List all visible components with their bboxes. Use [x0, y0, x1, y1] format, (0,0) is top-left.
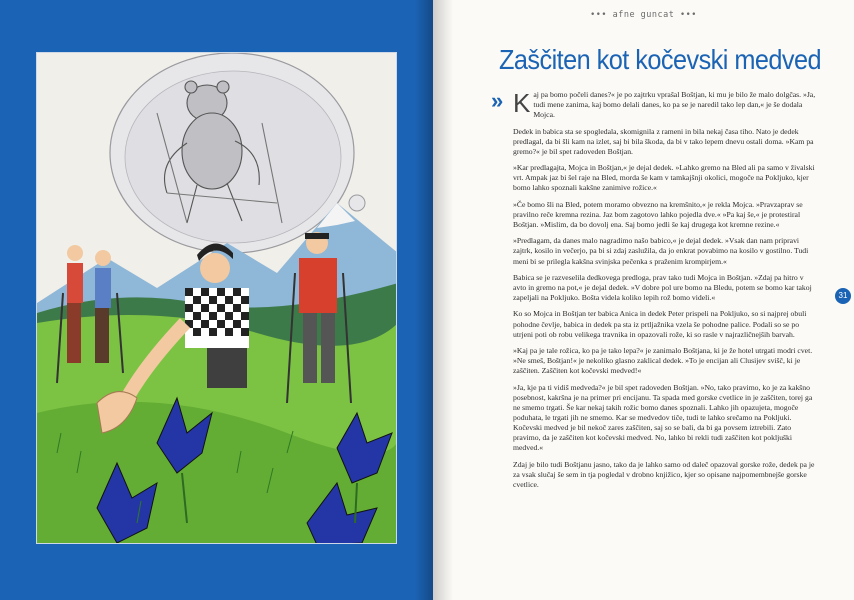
paragraph-10: Zdaj je bilo tudi Boštjanu jasno, tako da je lahko samo od daleč opazoval gorske rože, dedek pa je za vsak slučaj še sem in tja pogledal v drobno knjižico, kjer so opisane najpomembnejše gorske cvetlice.: [513, 459, 815, 489]
opening-quote-mark: »: [491, 88, 504, 113]
quote-mark-ornament: [491, 90, 503, 113]
paragraph-4: »Če bomo šli na Bled, potem moramo obvezno na kremšnito,« je rekla Mojca. »Pravzaprav se pravilno reče kremna rezina. Jaz bom zagotovo lahko pojedla dve.« »Pa kaj še,« je protestiral Boštjan. »Mislim, da bo dovolj ena. Saj bomo jedli še kaj drugega kot kremne rezine.«: [513, 199, 803, 229]
page-number-badge: 31: [835, 288, 851, 304]
paragraph-6: Babica se je razveselila dedkovega predloga, prav tako tudi Mojca in Boštjan. »Zdaj pa hitro v avto in gremo na pot,« je dejal dedek. »V dobre pol ure bomo na Bledu, potem se bomo kar takoj zapeljali na Pokljuko. Bošta videla koliko lepih rož bomo videli.«: [513, 272, 812, 303]
right-page: [433, 0, 854, 600]
page-gutter-shadow: [415, 0, 433, 600]
drop-cap: K: [513, 88, 531, 118]
story-body: [513, 90, 816, 496]
page-title: Zaščiten kot kočevski medved: [499, 44, 822, 75]
paragraph-7: Ko so Mojca in Boštjan ter babica Anica in dedek Peter prispeli na Pokljuko, so si najprej obuli pohodne čevlje, babica in dedek pa sta iz prtljažnika vzela še pohodne palice. Podali so se po utrjeni poti ob robu velikega travnika in opazovali rože, ki so rasle v najrazličnejših barvah.: [513, 309, 807, 339]
paragraph-5: »Predlagam, da danes malo nagradimo našo babico,« je dejal dedek. »Vsak dan nam pripravi zajtrk, kosilo in večerjo, pa bi si zdaj zaslužila, da jo enkrat povabimo na kosilo v gostilno. Tudi meni bi se prilegla kakšna svinjska pečenka s praženim krompirjem.«: [513, 236, 809, 266]
illustration: [36, 52, 397, 544]
paragraph-8: »Kaj pa je tale rožica, ko pa je tako lepa?« je zanimalo Boštjana, ki je že hotel utrgati modri cvet. »Ne smeš, Boštjan!« je nekoliko glasno zaklical dedek. »To je encijan ali Clusijev svišč, ki je zaščiten. Zaščiten kot kočevski medved!«: [513, 346, 813, 376]
running-head: ••• afne guncat •••: [590, 10, 697, 20]
paragraph-2: Dedek in babica sta se spogledala, skomignila z rameni in bila nekaj časa tiho. Nato je dedek predlagal, da bi šli kam na izlet, saj bi bila škoda, da bi v tako lepem dnevu ostali doma. »Kam pa gremo?« je bil spet radoveden Boštjan.: [513, 126, 814, 156]
page-gutter-shadow: [433, 0, 453, 600]
paragraph-9: »Ja, kje pa ti vidiš medveda?« je bil spet radoveden Boštjan. »No, tako pravimo, ko je za kakšno posebnost, kakršna je na primer pri encijanu. Ta spada med gorske cvetlice in je zaščiten, torej ga ne smemo trgati. Še kar nekaj takih rožic bomo danes spoznali. Lahko jih opazujeta, mogoče poduhata, le trgati jih ne smemo. Kar se medvedov tiče, tudi te lahko srečamo na Pokljuki. Kočevski medved je bil nekoč zares zaščiten, saj so se bali, da bi ga povsem iztrebili. Zato pravimo, da je zaščiten kot kočevski medved. No, lahko bi rekli tudi zaščiten kot pokljuški medved.«: [513, 382, 813, 453]
paragraph-1: Kaj pa bomo počeli danes?« je po zajtrku vprašal Boštjan, ki mu je bilo že malo dolgčas. »Ja, tudi mene zanima, kaj bomo delali danes, ko pa se je naredil tako lep dan,« je še dodala Mojca.: [513, 88, 816, 120]
paragraph-3: »Kar predlagajta, Mojca in Boštjan,« je dejal dedek. »Lahko gremo na Bled ali pa samo v živalski vrt. Ampak jaz bi šel raje na Bled, morda še kam v tamkajšnji okolici, mogoče na Pokljuko, kjer bomo lahko spoznali kakšne zanimive rožice.«: [513, 163, 815, 193]
